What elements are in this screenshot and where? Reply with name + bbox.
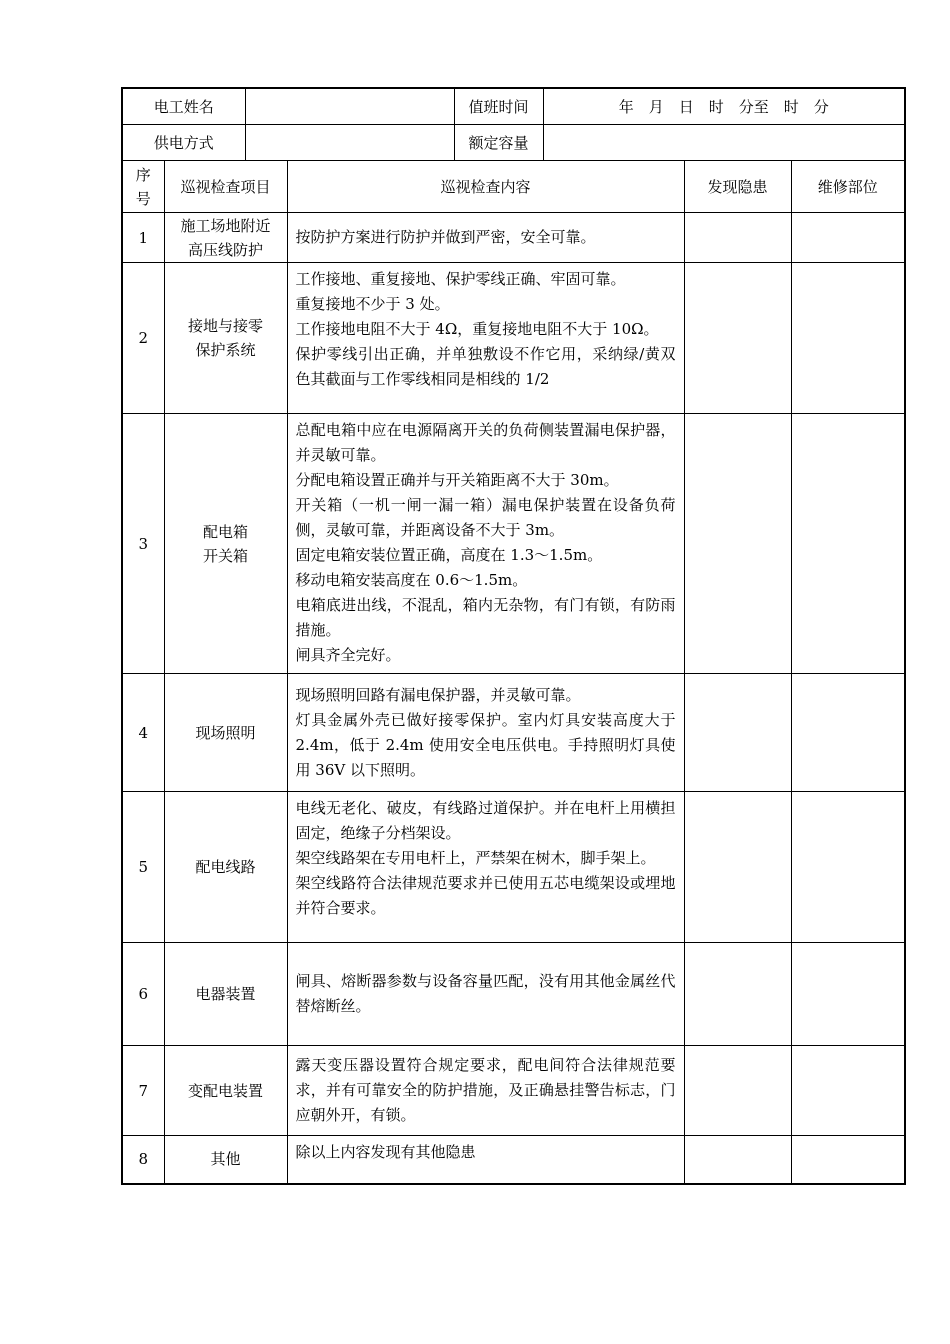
row-content-line: 工作接地电阻不大于 4Ω，重复接地电阻不大于 10Ω。 (295, 320, 659, 338)
row-item (164, 1046, 287, 1136)
row-content (287, 943, 684, 1046)
row-item-line: 现场照明 (195, 723, 256, 742)
electrician-name-field[interactable] (245, 88, 454, 125)
table-row (122, 674, 905, 792)
row-content-line: 保护零线引出正确，并单独敷设不作它用，采纳绿/黄双色其截面与工作零线相同是相线的 1/2 (295, 345, 676, 388)
row-hazard-cell[interactable] (684, 943, 791, 1046)
row-repair-cell[interactable] (791, 213, 905, 263)
row-seq: 5 (122, 792, 164, 943)
row-seq: 7 (122, 1046, 164, 1136)
row-item (164, 792, 287, 943)
row-hazard-cell[interactable] (684, 674, 791, 792)
row-seq: 4 (122, 674, 164, 792)
row-hazard-cell[interactable] (684, 414, 791, 674)
row-item (164, 943, 287, 1046)
row-repair-cell[interactable] (791, 414, 905, 674)
col-header-repair: 维修部位 (791, 161, 905, 213)
row-content-line: 电箱底进出线，不混乱，箱内无杂物，有门有锁，有防雨措施。 (295, 596, 676, 639)
row-content (287, 213, 684, 263)
row-item (164, 674, 287, 792)
col-header-hazard: 发现隐患 (684, 161, 791, 213)
row-item-line: 其他 (210, 1150, 241, 1169)
table-row (122, 1136, 905, 1184)
duty-time-field[interactable]: 年 月 日 时 分至 时 分 (543, 88, 905, 125)
row-content-line: 开关箱（一机一闸一漏一箱）漏电保护装置在设备负荷侧，灵敏可靠，并距离设备不大于 3m。 (295, 496, 676, 539)
table-row (122, 792, 905, 943)
row-repair-cell[interactable] (791, 792, 905, 943)
table-row (122, 1046, 905, 1136)
row-content-line: 电线无老化、破皮，有线路过道保护。并在电杆上用横担固定，绝缘子分档架设。 (295, 799, 676, 842)
row-item (164, 263, 287, 414)
table-row (122, 414, 905, 674)
row-content-line: 露天变压器设置符合规定要求，配电间符合法律规范要求，并有可靠安全的防护措施，及正确悬挂警告标志，门应朝外开，有锁。 (295, 1056, 676, 1124)
row-content-line: 除以上内容发现有其他隐患 (295, 1143, 476, 1161)
table-row (122, 213, 905, 263)
row-content-line: 闸具、熔断器参数与设备容量匹配，没有用其他金属丝代替熔断丝。 (295, 972, 676, 1015)
row-content (287, 1046, 684, 1136)
table-row (122, 943, 905, 1046)
row-content-line: 移动电箱安装高度在 0.6～1.5m。 (295, 571, 528, 589)
row-hazard-cell[interactable] (684, 213, 791, 263)
row-repair-cell[interactable] (791, 1136, 905, 1184)
col-header-item: 巡视检查项目 (164, 161, 287, 213)
row-item-line: 开关箱 (203, 546, 249, 565)
row-repair-cell[interactable] (791, 674, 905, 792)
rated-capacity-label: 额定容量 (454, 125, 543, 161)
row-content-line: 重复接地不少于 3 处。 (295, 295, 450, 313)
column-header-row (122, 161, 905, 213)
row-item-line: 高压线防护 (188, 240, 264, 259)
row-content-line: 工作接地、重复接地、保护零线正确、牢固可靠。 (295, 270, 626, 288)
table-row (122, 263, 905, 414)
row-repair-cell[interactable] (791, 1046, 905, 1136)
row-content (287, 263, 684, 414)
row-content (287, 1136, 684, 1184)
row-content (287, 792, 684, 943)
row-hazard-cell[interactable] (684, 792, 791, 943)
row-content-line: 现场照明回路有漏电保护器，并灵敏可靠。 (295, 685, 581, 704)
row-seq: 2 (122, 263, 164, 414)
row-item (164, 414, 287, 674)
row-item (164, 1136, 287, 1184)
col-header-seq-line2: 号 (135, 189, 151, 208)
electrician-name-label: 电工姓名 (122, 88, 245, 125)
header-row-2 (122, 125, 905, 161)
inspection-form-table (121, 87, 906, 1185)
row-seq: 6 (122, 943, 164, 1046)
row-content (287, 674, 684, 792)
row-item-line: 配电线路 (195, 858, 256, 876)
row-content-line: 总配电箱中应在电源隔离开关的负荷侧装置漏电保护器，并灵敏可靠。 (295, 421, 676, 464)
row-repair-cell[interactable] (791, 943, 905, 1046)
row-content-line: 架空线路架在专用电杆上，严禁架在树木，脚手架上。 (295, 849, 656, 867)
header-row-1 (122, 88, 905, 125)
row-content (287, 414, 684, 674)
power-supply-field[interactable] (245, 125, 454, 161)
row-content-line: 闸具齐全完好。 (295, 646, 401, 664)
row-item (164, 213, 287, 263)
row-seq: 8 (122, 1136, 164, 1184)
row-item-line: 施工场地附近 (180, 216, 271, 235)
power-supply-label: 供电方式 (122, 125, 245, 161)
row-item-line: 保护系统 (195, 341, 256, 359)
row-hazard-cell[interactable] (684, 1046, 791, 1136)
row-seq: 1 (122, 213, 164, 263)
row-content-line: 固定电箱安装位置正确，高度在 1.3～1.5m。 (295, 546, 603, 564)
col-header-seq-line1: 序 (135, 165, 151, 184)
col-header-content: 巡视检查内容 (287, 161, 684, 213)
row-item-line: 接地与接零 (188, 317, 264, 335)
row-repair-cell[interactable] (791, 263, 905, 414)
col-header-seq (122, 161, 164, 213)
row-item-line: 变配电装置 (188, 1081, 264, 1100)
row-item-line: 配电箱 (203, 522, 249, 541)
row-item-line: 电器装置 (195, 985, 256, 1003)
duty-time-label: 值班时间 (454, 88, 543, 125)
row-hazard-cell[interactable] (684, 263, 791, 414)
row-content-line: 按防护方案进行防护并做到严密，安全可靠。 (295, 228, 596, 246)
row-hazard-cell[interactable] (684, 1136, 791, 1184)
row-seq: 3 (122, 414, 164, 674)
row-content-line: 分配电箱设置正确并与开关箱距离不大于 30m。 (295, 471, 619, 489)
row-content-line: 灯具金属外壳已做好接零保护。室内灯具安装高度大于 2.4m，低于 2.4m 使用安全电压供电。手持照明灯具使用 36V 以下照明。 (295, 710, 676, 779)
row-content-line: 架空线路符合法律规范要求并已使用五芯电缆架设或埋地并符合要求。 (295, 874, 676, 917)
rated-capacity-field[interactable] (543, 125, 905, 161)
